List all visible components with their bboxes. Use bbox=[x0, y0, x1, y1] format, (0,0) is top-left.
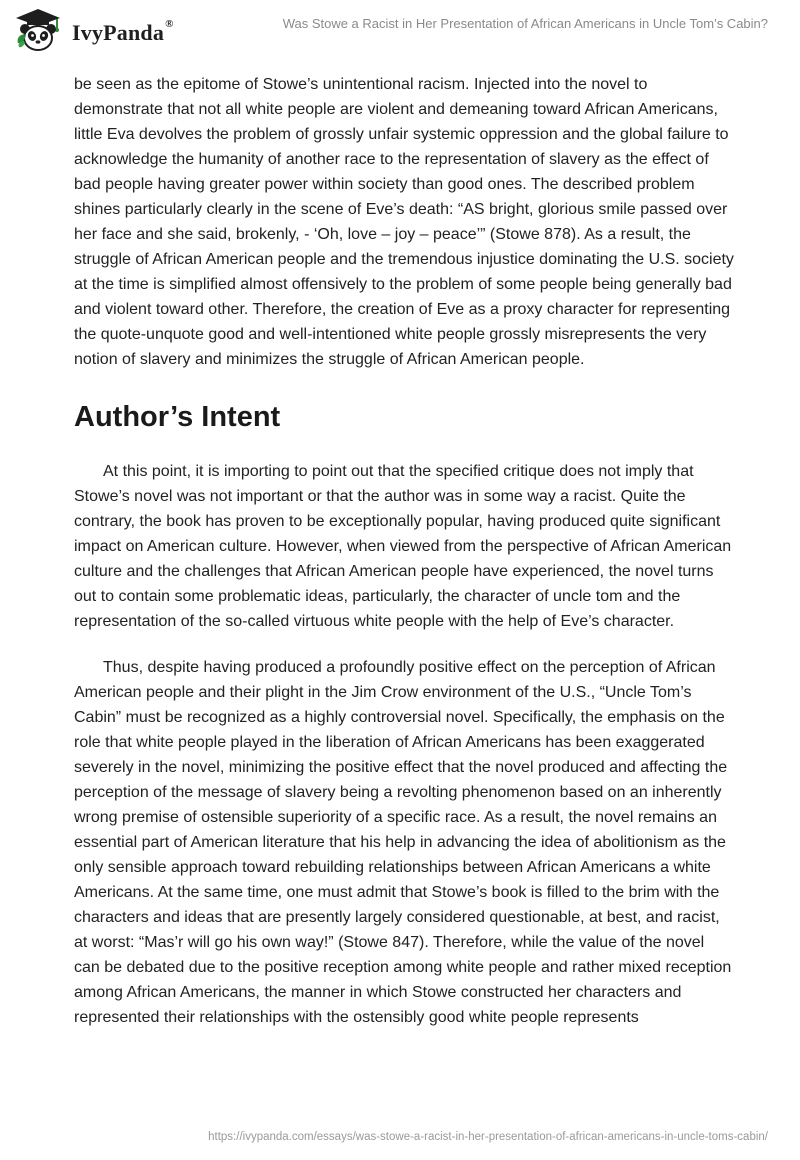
body-paragraph-3: Thus, despite having produced a profoundly positive effect on the perception of African American people and their plight in the Jim Crow environment of the U.S., “Uncle Tom’s Cabin” must be recognized as a highly controversial novel. Specifically, the emphasis on the role that white people played in the liberation of African Americans has been exaggerated severely in the novel, minimizing the positive effect that the novel produced and affecting the perception of the message of slavery being a revolting phenomenon based on an inherently wrong premise of ostensible superiority of a specific race. As a result, the novel remains an essential part of American literature that his help in advancing the idea of abolitionism as the only sensible approach toward rebuilding relationships between African Americans a white Americans. At the same time, one must admit that Stowe’s book is filled to the brim with the characters and ideas that are presently largely considered questionable, at best, and racist, at worst: “Mas’r will go his own way!” (Stowe 847). Therefore, while the value of the novel can be debated due to the positive reception among white people and rather mixed reception among African Americans, the manner in which Stowe constructed her characters and represented their relationships with the ostensibly good white people represents bbox=[74, 659, 732, 1026]
section-heading-authors-intent: Author’s Intent bbox=[74, 401, 281, 433]
brand-logo-text[interactable] bbox=[72, 20, 174, 46]
source-url[interactable]: https://ivypanda.com/essays/was-stowe-a-racist-in-her-presentation-of-african-americans-in-uncle-toms-cabin/ bbox=[208, 1131, 768, 1143]
document-title: Was Stowe a Racist in Her Presentation of African Americans in Uncle Tom’s Cabin? bbox=[282, 16, 768, 31]
essay-content bbox=[74, 72, 734, 1030]
body-paragraph-1: be seen as the epitome of Stowe’s unintentional racism. Injected into the novel to demonstrate that not all white people are violent and demeaning toward African Americans, little Eva devolves the problem of grossly unfair systemic oppression and the global failure to acknowledge the humanity of another race to the representation of slavery as the effect of bad people having greater power within society than good ones. The described problem shines particularly clearly in the scene of Eve’s death: “AS bright, glorious smile passed over her face and she said, brokenly, - ‘Oh, love – joy – peace’” (Stowe 878). As a result, the struggle of African American people and the tremendous injustice dominating the U.S. society at the time is simplified almost offensively to the problem of some people being generally bad and violent toward other. Therefore, the creation of Eve as a proxy character for representing the quote-unquote good and well-intentioned white people grossly misrepresents the very notion of slavery and minimizes the struggle of African American people. bbox=[74, 76, 734, 368]
brand-name: IvyPanda bbox=[72, 20, 165, 45]
panda-graduation-cap-icon[interactable] bbox=[14, 7, 62, 53]
page-header bbox=[0, 0, 800, 64]
registered-mark: ® bbox=[165, 18, 174, 30]
body-paragraph-2: At this point, it is importing to point out that the specified critique does not imply that Stowe’s novel was not important or that the author was in some way a racist. Quite the contrary, the book has proven to be exceptionally popular, having produced quite significant impact on American culture. However, when viewed from the perspective of African American culture and the challenges that African American people have experienced, the novel turns out to contain some problematic ideas, particularly, the character of uncle tom and the representation of the so-called virtuous white people with the help of Eve’s character. bbox=[74, 463, 732, 630]
paragraph-spacer bbox=[74, 634, 734, 655]
